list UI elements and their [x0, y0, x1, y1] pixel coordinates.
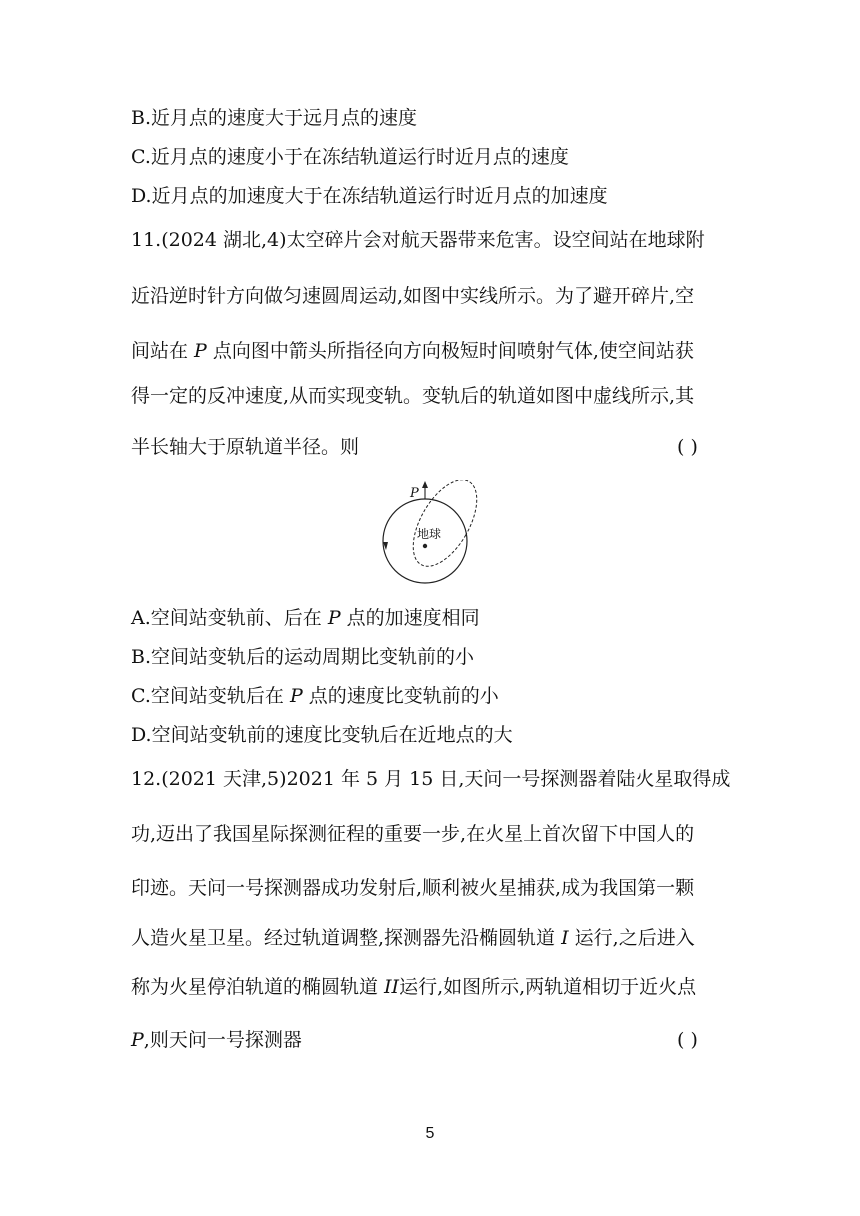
q12-stem-text: 运行,之后进入: [568, 927, 695, 949]
q12-stem-line-6: [131, 1028, 302, 1052]
page-number: 5: [425, 1125, 435, 1142]
q10-option-b: B.近月点的速度大于远月点的速度: [131, 107, 418, 129]
q11-stem-text: 间站在: [131, 340, 195, 362]
q12-stem-line-3: 印迹。天问一号探测器成功发射后,顺利被火星捕获,成为我国第一颗: [131, 877, 695, 899]
q12-stem-text: 称为火星停泊轨道的椭圆轨道: [131, 976, 385, 998]
orbit-i-label: I: [561, 927, 569, 949]
q11-stem-line-3: [131, 339, 694, 363]
q12-stem-text: 人造火星卫星。经过轨道调整,探测器先沿椭圆轨道: [131, 927, 562, 949]
radial-arrow-head: [422, 481, 428, 488]
q11-stem-text: 点向图中箭头所指径向方向极短时间喷射气体,使空间站获: [206, 340, 694, 362]
q11-option-d: D.空间站变轨前的速度比变轨后在近地点的大: [131, 724, 513, 746]
q11-stem-line-4: 得一定的反冲速度,从而实现变轨。变轨后的轨道如图中虚线所示,其: [131, 385, 695, 407]
q12-stem-line-4: [131, 926, 695, 950]
q10-option-c: C.近月点的速度小于在冻结轨道运行时近月点的速度: [131, 146, 569, 168]
q11-option-text: 点的加速度相同: [340, 607, 480, 629]
q12-answer-bracket: ( ): [677, 1029, 698, 1051]
q11-option-text: 点的速度比变轨前的小: [302, 685, 499, 707]
figure-label-p: P: [410, 486, 419, 501]
figure-label-earth: 地球: [417, 527, 442, 541]
q11-stem-line-1: 11.(2024 湖北,4)太空碎片会对航天器带来危害。设空间站在地球附: [131, 229, 705, 251]
q11-option-b: B.空间站变轨后的运动周期比变轨前的小: [131, 646, 475, 668]
q11-stem-line-2: 近沿逆时针方向做匀速圆周运动,如图中实线所示。为了避开碎片,空: [131, 285, 695, 307]
q11-option-c: [131, 684, 499, 708]
q11-option-text: C.空间站变轨后在: [131, 685, 290, 707]
q12-stem-line-5: [131, 975, 696, 999]
point-p-label: P: [131, 1029, 144, 1051]
point-p-label: P: [289, 685, 303, 707]
q11-answer-bracket: ( ): [677, 436, 698, 458]
original-orbit-circle: [383, 499, 467, 583]
earth-center-dot: [423, 544, 427, 548]
q10-option-d: D.近月点的加速度大于在冻结轨道运行时近月点的加速度: [131, 185, 608, 207]
q12-stem-line-1: 12.(2021 天津,5)2021 年 5 月 15 日,天问一号探测器着陆火星取得成: [131, 768, 731, 790]
q11-option-a: [131, 606, 480, 630]
orbit-figure: [380, 480, 490, 595]
q12-stem-text: ,则天问一号探测器: [143, 1029, 302, 1051]
point-p-label: P: [194, 340, 207, 362]
point-p-label: P: [327, 607, 341, 629]
q12-stem-text: 运行,如图所示,两轨道相切于近火点: [399, 976, 697, 998]
q12-stem-line-2: 功,迈出了我国星际探测征程的重要一步,在火星上首次留下中国人的: [131, 823, 695, 845]
orbit-ii-label: II: [384, 976, 400, 998]
q11-option-text: A.空间站变轨前、后在: [131, 607, 328, 629]
q11-stem-line-5: 半长轴大于原轨道半径。则: [131, 436, 360, 458]
